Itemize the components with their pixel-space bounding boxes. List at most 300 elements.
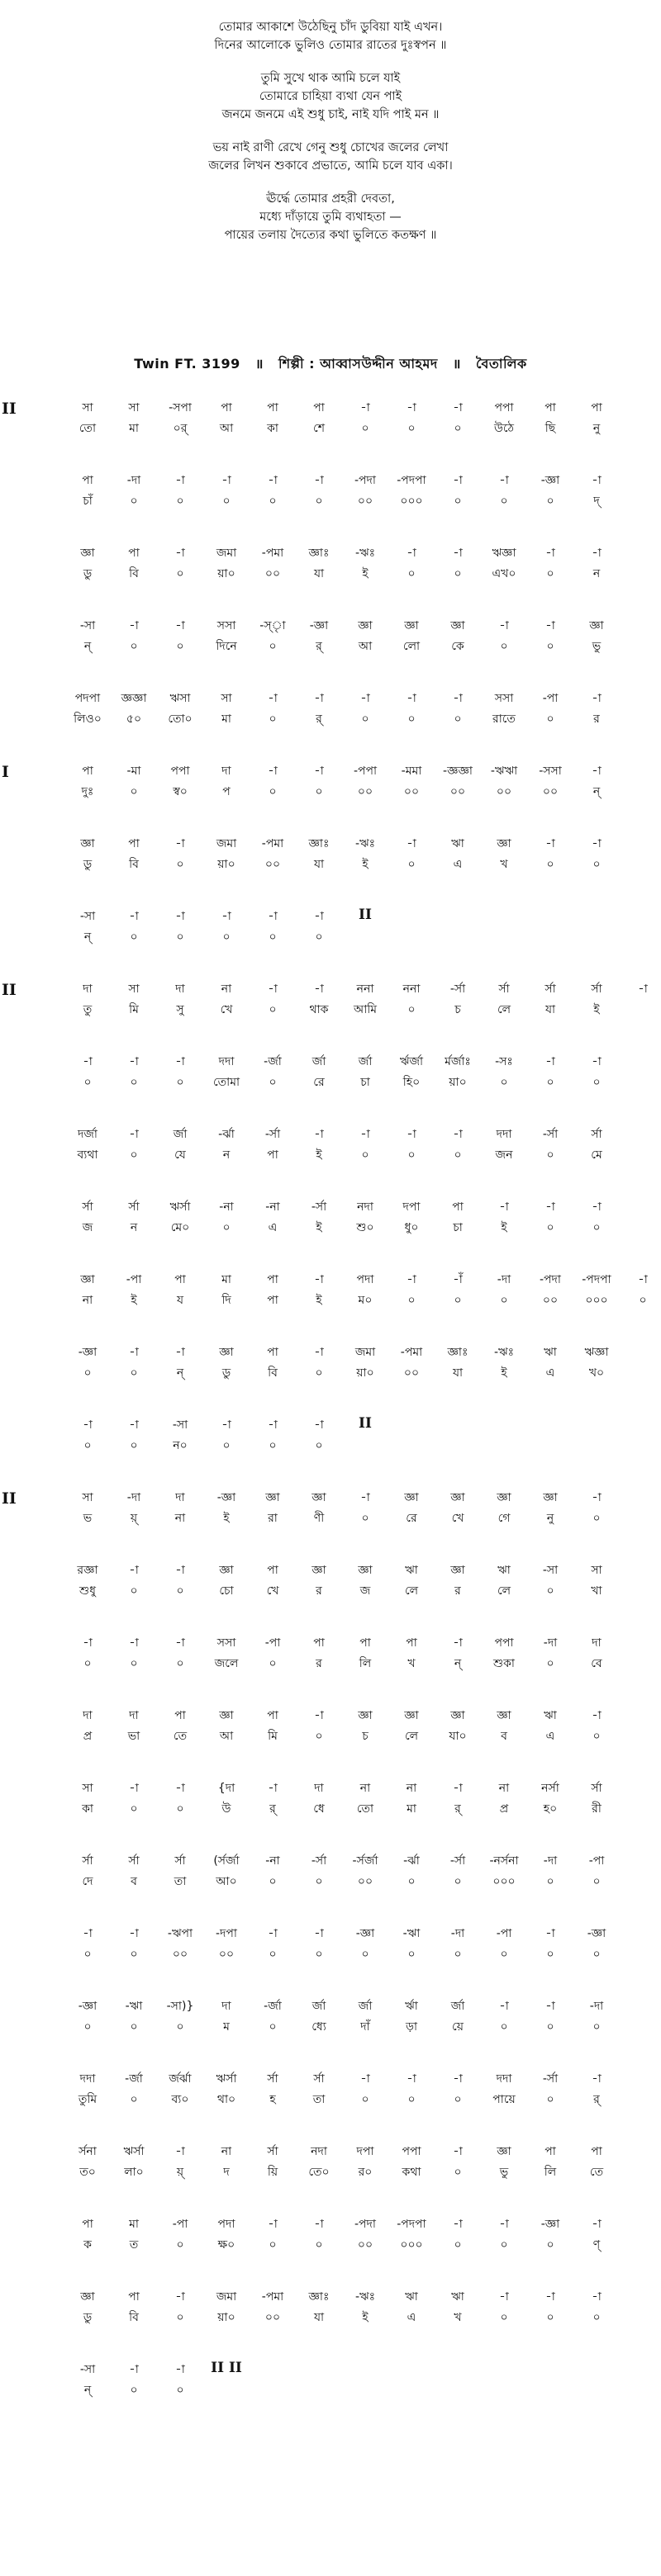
bani-syllable: সু xyxy=(176,1003,184,1016)
swara-note: রজ্ঞা xyxy=(77,1564,98,1577)
swara-note: -া xyxy=(268,1418,278,1432)
swara-note: জ্ঞা xyxy=(404,1491,419,1504)
swara-note: -া xyxy=(592,2072,602,2086)
bani-syllable: না xyxy=(174,1512,186,1525)
swara-note: -া xyxy=(129,1346,139,1359)
bani-syllable: ০ xyxy=(83,1439,92,1452)
bani-syllable: আমি xyxy=(353,1003,378,1016)
bani-syllable: ০ xyxy=(361,2093,369,2106)
bani-syllable: ০ xyxy=(500,2311,508,2324)
notation-row xyxy=(0,2285,661,2332)
swara-note: -া xyxy=(221,474,231,487)
bani-syllable: ০ xyxy=(130,495,138,508)
bani-syllable: ০ xyxy=(269,785,277,798)
bani-syllable: ০ xyxy=(407,713,416,726)
bani-syllable: ০ xyxy=(315,930,323,944)
swara-note: -া xyxy=(545,837,555,850)
swara-note: র্সনা xyxy=(78,2145,97,2158)
notation-row xyxy=(0,905,661,951)
swara-note: -া xyxy=(407,1273,416,1286)
swara-note: -া xyxy=(129,1927,139,1940)
swara-note: পা xyxy=(267,1273,278,1286)
swara-note: -া xyxy=(129,1128,139,1141)
swara-note: ঋা xyxy=(497,1564,511,1577)
bani-syllable: ০ xyxy=(269,2020,277,2034)
bani-syllable: ০ xyxy=(130,2093,138,2106)
swara-note: -া xyxy=(175,1346,185,1359)
bani-syllable: ব্যথা xyxy=(77,1148,98,1162)
swara-note: -ঋা xyxy=(125,2000,143,2013)
swara-note: পা xyxy=(313,1636,325,1650)
bani-syllable: ০ xyxy=(454,2093,462,2106)
bani-syllable: ন্ xyxy=(176,1366,184,1380)
bani-syllable: ০ xyxy=(176,1657,184,1670)
bani-syllable: ড়া xyxy=(405,2020,418,2034)
bani-syllable: ০ xyxy=(130,1366,138,1380)
bani-syllable: রে xyxy=(313,1076,325,1089)
bani-syllable: দ xyxy=(223,2166,230,2179)
bani-syllable: ০ xyxy=(269,713,277,726)
swara-note: -া xyxy=(83,1418,93,1432)
lyrics-line: তোমারে চাহিয়া ব্যথা যেন পাই xyxy=(259,90,402,103)
swara-note: জ্ঞা xyxy=(543,1491,558,1504)
bani-syllable: বি xyxy=(129,2311,139,2324)
bani-syllable: হ০ xyxy=(543,1802,558,1816)
bani-syllable: ০ xyxy=(269,1948,277,1961)
bani-syllable: ০ xyxy=(176,2238,184,2252)
swara-note: -ঋঃ xyxy=(354,2290,376,2304)
bani-syllable: ০ xyxy=(407,422,416,435)
bani-syllable: ধ্যে xyxy=(311,2020,326,2034)
bani-syllable: চো xyxy=(219,1584,234,1598)
swara-note: -া xyxy=(453,1128,463,1141)
bani-syllable: রাতে xyxy=(492,713,516,726)
bani-syllable: কা xyxy=(82,1802,93,1816)
bani-syllable: থা০ xyxy=(216,2093,236,2106)
bani-syllable: ০ xyxy=(130,640,138,653)
bani-syllable: ০ xyxy=(546,2020,554,2034)
bani-syllable: মা xyxy=(221,713,231,726)
bani-syllable: মি xyxy=(129,1003,139,1016)
bani-syllable: ব xyxy=(501,1730,507,1743)
bani-syllable: ০০ xyxy=(357,785,373,798)
swara-note: সা xyxy=(128,983,140,996)
bani-syllable: উ xyxy=(221,1802,231,1816)
swara-note: -র্সা xyxy=(311,1200,327,1214)
bani-syllable: এ xyxy=(407,2311,416,2324)
swara-note: জ্ঞাঃ xyxy=(308,547,330,560)
notation-row xyxy=(0,1922,661,1968)
bani-syllable: ০ xyxy=(130,1948,138,1961)
swara-note: পা xyxy=(267,401,278,414)
swara-note: -া xyxy=(407,692,416,705)
swara-note: র্সা xyxy=(498,983,510,996)
swara-note: -জ্ঞা xyxy=(309,619,329,632)
swara-note: -না xyxy=(265,1200,280,1214)
bani-syllable: র xyxy=(316,1584,322,1598)
swara-note: জ্ঞা xyxy=(404,1709,419,1722)
swara-note: -পা xyxy=(542,692,559,705)
bani-syllable: পায়ে xyxy=(492,2093,516,2106)
swara-note: জ্ঞা xyxy=(589,619,604,632)
swara-note: পা xyxy=(82,474,93,487)
swara-note: -া xyxy=(129,619,139,632)
bani-syllable: ০ xyxy=(454,495,462,508)
swara-note: -া xyxy=(592,1491,602,1504)
bani-syllable: তোমা xyxy=(212,1076,240,1089)
bani-syllable: ০ xyxy=(269,2238,277,2252)
swara-note: -া xyxy=(268,2218,278,2231)
bani-syllable: ০ xyxy=(176,1076,184,1089)
bani-syllable: ক xyxy=(83,2238,92,2252)
swara-note: র্ঋা xyxy=(405,2000,418,2013)
swara-note: -জ্ঞজ্ঞা xyxy=(443,765,473,778)
swara-note: -র্জা xyxy=(264,2000,282,2013)
swara-note: -া xyxy=(592,2290,602,2304)
swara-note: ঋা xyxy=(405,2290,418,2304)
swara-note: -া xyxy=(592,474,602,487)
swara-note: -া xyxy=(314,983,324,996)
bani-syllable: ই xyxy=(362,2311,369,2324)
swara-note: ঋজ্ঞা xyxy=(492,547,516,560)
bani-syllable: ন্ xyxy=(83,2384,92,2397)
bani-syllable: ০র্ xyxy=(173,422,188,435)
swara-note: পা xyxy=(544,2145,556,2158)
bani-syllable: র্ xyxy=(316,640,322,653)
swara-note: II II xyxy=(211,2360,242,2376)
swara-note: দদা xyxy=(79,2072,96,2086)
swara-note: -া xyxy=(83,1636,93,1650)
swara-note: -জ্ঞা xyxy=(540,2218,560,2231)
bani-syllable: ডু xyxy=(83,567,93,580)
bani-syllable: ০ xyxy=(176,495,184,508)
bani-syllable: ০০ xyxy=(357,2238,373,2252)
swara-note: জ্ঞাঃ xyxy=(308,837,330,850)
lyrics-stanza xyxy=(0,139,661,175)
bani-syllable: ০ xyxy=(130,2384,138,2397)
swara-note: -া xyxy=(592,1055,602,1068)
swara-note: জ্ঞা xyxy=(80,1273,95,1286)
bani-syllable: ০ xyxy=(315,495,323,508)
notation-row xyxy=(0,396,661,443)
swara-note: -া xyxy=(545,2290,555,2304)
bani-syllable: জলে xyxy=(214,1657,239,1670)
swara-note: দদা xyxy=(496,1128,512,1141)
notation-row xyxy=(0,469,661,515)
swara-note: -জ্ঞা xyxy=(216,1491,236,1504)
section-marker: II xyxy=(2,981,17,999)
swara-note: পা xyxy=(128,837,140,850)
bani-syllable: কথা xyxy=(402,2166,421,2179)
swara-note: -সা xyxy=(79,2363,96,2376)
bani-syllable: রে xyxy=(406,1512,417,1525)
bani-syllable: ০ xyxy=(546,1875,554,1888)
bani-syllable: ০০০ xyxy=(400,495,423,508)
bani-syllable: ০ xyxy=(83,1948,92,1961)
lyrics-line: জলের লিখন শুকাবে প্রভাতে, আমি চলে যাব একা। xyxy=(208,159,453,173)
bani-syllable: র্ xyxy=(316,713,322,726)
swara-note: র্জা xyxy=(311,1055,326,1068)
swara-note: জ্ঞা xyxy=(404,619,419,632)
swara-note: র্সা xyxy=(82,1200,93,1214)
swara-note: পপা xyxy=(402,2145,421,2158)
bani-syllable: ০ xyxy=(407,2093,416,2106)
swara-note: জ্ঞা xyxy=(497,837,511,850)
bani-syllable: য়া০ xyxy=(217,567,235,580)
swara-note: র্সা xyxy=(128,1200,140,1214)
swara-note: -পমা xyxy=(261,547,284,560)
notation-row xyxy=(0,1995,661,2041)
swara-note: -া xyxy=(592,692,602,705)
notation-row xyxy=(0,2067,661,2114)
swara-note: -মমা xyxy=(401,765,422,778)
swara-note: ঋা xyxy=(544,1709,557,1722)
bani-syllable: মে০ xyxy=(170,1221,190,1234)
bani-syllable: পা xyxy=(267,1294,278,1307)
bani-syllable: তা xyxy=(312,2093,326,2106)
swara-note: -র্সা xyxy=(311,1854,327,1868)
bani-syllable: লে xyxy=(404,1584,419,1598)
swara-note: র্সা xyxy=(313,2072,325,2086)
swara-note: জ্ঞা xyxy=(358,619,373,632)
bani-syllable: ০ xyxy=(407,1875,416,1888)
swara-note: -মা xyxy=(126,765,141,778)
swara-note: র্সা xyxy=(544,983,556,996)
swara-note: পা xyxy=(128,2290,140,2304)
swara-note: -া xyxy=(129,1418,139,1432)
swara-note: জমা xyxy=(216,2290,237,2304)
swara-note: পা xyxy=(174,1709,186,1722)
swara-note: -া xyxy=(499,2290,509,2304)
bani-syllable: নু xyxy=(546,1512,554,1525)
swara-note: পপা xyxy=(494,401,514,414)
swara-note: পা xyxy=(591,2145,602,2158)
bani-syllable: ০ xyxy=(269,640,277,653)
swara-note: জ্ঞা xyxy=(219,1346,234,1359)
swara-note: -া xyxy=(314,2218,324,2231)
bani-syllable: য়া০ xyxy=(449,1076,467,1089)
swara-note: ঋা xyxy=(451,837,464,850)
swara-note: -া xyxy=(83,1055,93,1068)
swara-note: -া xyxy=(592,2218,602,2231)
swara-note: -া xyxy=(407,1128,416,1141)
bani-syllable: ০ xyxy=(361,422,369,435)
swara-note: -র্জা xyxy=(125,2072,143,2086)
bani-syllable: যা xyxy=(313,567,325,580)
notation-row xyxy=(0,1123,661,1169)
swara-note: -া xyxy=(175,1636,185,1650)
swara-note: র্জর্ঝা xyxy=(169,2072,192,2086)
bani-syllable: ডু xyxy=(83,858,93,871)
notation-row xyxy=(0,1341,661,1387)
bani-syllable: ০ xyxy=(500,640,508,653)
bani-syllable: ০ xyxy=(269,1657,277,1670)
swara-note: জমা xyxy=(216,547,237,560)
bani-syllable: ০ xyxy=(130,1148,138,1162)
swara-note: না xyxy=(498,1782,510,1795)
bani-syllable: ০ xyxy=(546,1584,554,1598)
swara-note: -দা xyxy=(543,1854,558,1868)
bani-syllable: লে xyxy=(497,1003,511,1016)
swara-note: -া xyxy=(175,1782,185,1795)
separator-2: ॥ xyxy=(452,356,461,372)
swara-note: -া xyxy=(499,2000,509,2013)
bani-syllable: ০ xyxy=(407,567,416,580)
swara-note: -া xyxy=(453,2145,463,2158)
swara-note: র্সা xyxy=(82,1854,93,1868)
swara-note: -পদপা xyxy=(397,474,426,487)
swara-note: (র্সর্জা xyxy=(213,1854,240,1868)
bani-syllable: খে xyxy=(266,1584,279,1598)
bani-syllable: ০ xyxy=(269,1875,277,1888)
swara-note: পদা xyxy=(217,2218,235,2231)
swara-note: -া xyxy=(360,1491,370,1504)
swara-note: -া xyxy=(175,2145,185,2158)
swara-note: -র্সা xyxy=(449,1854,466,1868)
swara-note: ঋা xyxy=(451,2290,464,2304)
bani-syllable: ০ xyxy=(222,1221,231,1234)
swara-note: -া xyxy=(407,547,416,560)
bani-syllable: য়া০ xyxy=(217,2311,235,2324)
swara-note: দপা xyxy=(356,2145,374,2158)
swara-note: সা xyxy=(82,401,93,414)
bani-syllable: ই xyxy=(501,1221,507,1234)
bani-syllable: ০ xyxy=(315,785,323,798)
bani-syllable: ০ xyxy=(500,2238,508,2252)
bani-syllable: য়্ xyxy=(176,2166,184,2179)
swara-note: জ্ঞা xyxy=(358,1564,373,1577)
notation-row xyxy=(0,1268,661,1314)
swara-note: -া xyxy=(175,2290,185,2304)
swara-note: -র্সর্জা xyxy=(352,1854,378,1868)
swara-note: -া xyxy=(453,401,463,414)
bani-syllable: ০ xyxy=(176,567,184,580)
swara-note: র্সা xyxy=(591,983,602,996)
section-marker: II xyxy=(2,400,17,418)
swara-note: ঋসা xyxy=(169,692,191,705)
bani-syllable: না xyxy=(82,1294,93,1307)
bani-syllable: এখ০ xyxy=(492,567,516,580)
bani-syllable: ০০ xyxy=(264,858,281,871)
swara-note: -জ্ঞা xyxy=(540,474,560,487)
swara-note: -জ্ঞা xyxy=(78,2000,97,2013)
bani-syllable: ০ xyxy=(546,2238,554,2252)
bani-syllable: ০ xyxy=(546,640,554,653)
swara-note: -া xyxy=(314,1418,324,1432)
swara-note: -া xyxy=(453,474,463,487)
bani-syllable: স্ব০ xyxy=(173,785,188,798)
bani-syllable: তো xyxy=(356,1802,374,1816)
bani-syllable: ০ xyxy=(130,2020,138,2034)
swara-note: -র্সা xyxy=(542,1128,559,1141)
bani-syllable: এ xyxy=(545,1730,555,1743)
song-header xyxy=(0,353,661,376)
swara-note: দদা xyxy=(218,1055,235,1068)
bani-syllable: ত০ xyxy=(79,2166,96,2179)
bani-syllable: ০ xyxy=(500,1948,508,1961)
swara-note: {দা xyxy=(217,1782,235,1795)
notation-row xyxy=(0,1777,661,1823)
swara-note: -া xyxy=(314,1346,324,1359)
swara-note: পা xyxy=(544,401,556,414)
bani-syllable: ই xyxy=(593,1003,600,1016)
swara-note: জ্ঞা xyxy=(311,1564,326,1577)
notation-row xyxy=(0,1486,661,1532)
bani-syllable: র xyxy=(454,1584,461,1598)
swara-note: র্জা xyxy=(173,1128,188,1141)
swara-note: -দা xyxy=(589,2000,604,2013)
bani-syllable: ০ xyxy=(546,2093,554,2106)
swara-note: র্সা xyxy=(591,1128,602,1141)
bani-syllable: ০ xyxy=(361,713,369,726)
notation-row xyxy=(0,2140,661,2186)
bani-syllable: বি xyxy=(129,567,139,580)
swara-note: -া xyxy=(129,1636,139,1650)
notation-row xyxy=(0,1559,661,1605)
notation-row xyxy=(0,2358,661,2404)
swara-note: দা xyxy=(83,983,93,996)
separator-1: ॥ xyxy=(254,356,264,372)
bani-syllable: ণী xyxy=(313,1512,325,1525)
swara-note: -া xyxy=(175,1055,185,1068)
swara-note: -না xyxy=(219,1200,234,1214)
bani-syllable: ০ xyxy=(269,1003,277,1016)
bani-syllable: ০০০ xyxy=(492,1875,516,1888)
swara-note: ঋর্সা xyxy=(216,2072,237,2086)
bani-syllable: ০ xyxy=(454,567,462,580)
bani-syllable: জ xyxy=(359,1584,371,1598)
swara-note: জ্ঞা xyxy=(497,2145,511,2158)
bani-syllable: মে xyxy=(591,1148,602,1162)
swara-note: -া xyxy=(314,474,324,487)
section-marker: I xyxy=(2,763,9,781)
swara-note: র্সা xyxy=(267,2072,278,2086)
swara-note: জ্ঞজ্ঞা xyxy=(121,692,147,705)
swara-note: -জ্ঞা xyxy=(587,1927,606,1940)
bani-syllable: ০০০ xyxy=(585,1294,608,1307)
bani-syllable: ০ xyxy=(315,1439,323,1452)
bani-syllable: ০ xyxy=(130,1439,138,1452)
swara-note: জ্ঞা xyxy=(80,837,95,850)
swara-note: -ঋঃ xyxy=(354,837,376,850)
bani-syllable: ০ xyxy=(546,858,554,871)
bani-syllable: র্ xyxy=(454,1802,461,1816)
bani-syllable: ০ xyxy=(454,1948,462,1961)
bani-syllable: ০ xyxy=(546,1076,554,1089)
swara-note: -া xyxy=(453,2072,463,2086)
swara-note: না xyxy=(359,1782,371,1795)
bani-syllable: কা xyxy=(267,422,278,435)
swara-note: সা xyxy=(591,1564,602,1577)
swara-note: -া xyxy=(638,983,648,996)
swara-note: -র্সা xyxy=(449,983,466,996)
bani-syllable: য়্ xyxy=(130,1512,138,1525)
swara-note: -া xyxy=(314,1927,324,1940)
bani-syllable: ০ xyxy=(546,713,554,726)
swara-note: ঋজ্ঞা xyxy=(584,1346,609,1359)
bani-syllable: ০০ xyxy=(403,1366,420,1380)
swara-note: -া xyxy=(129,2363,139,2376)
notation-row xyxy=(0,542,661,588)
swara-note: -া xyxy=(221,1418,231,1432)
bani-syllable: ই xyxy=(501,1366,507,1380)
bani-syllable: ০ xyxy=(546,1657,554,1670)
swara-note: পা xyxy=(267,1346,278,1359)
bani-syllable: ০ xyxy=(407,1294,416,1307)
swara-note: র্জা xyxy=(358,2000,373,2013)
bani-syllable: ০ xyxy=(546,495,554,508)
bani-syllable: লে xyxy=(404,1730,419,1743)
